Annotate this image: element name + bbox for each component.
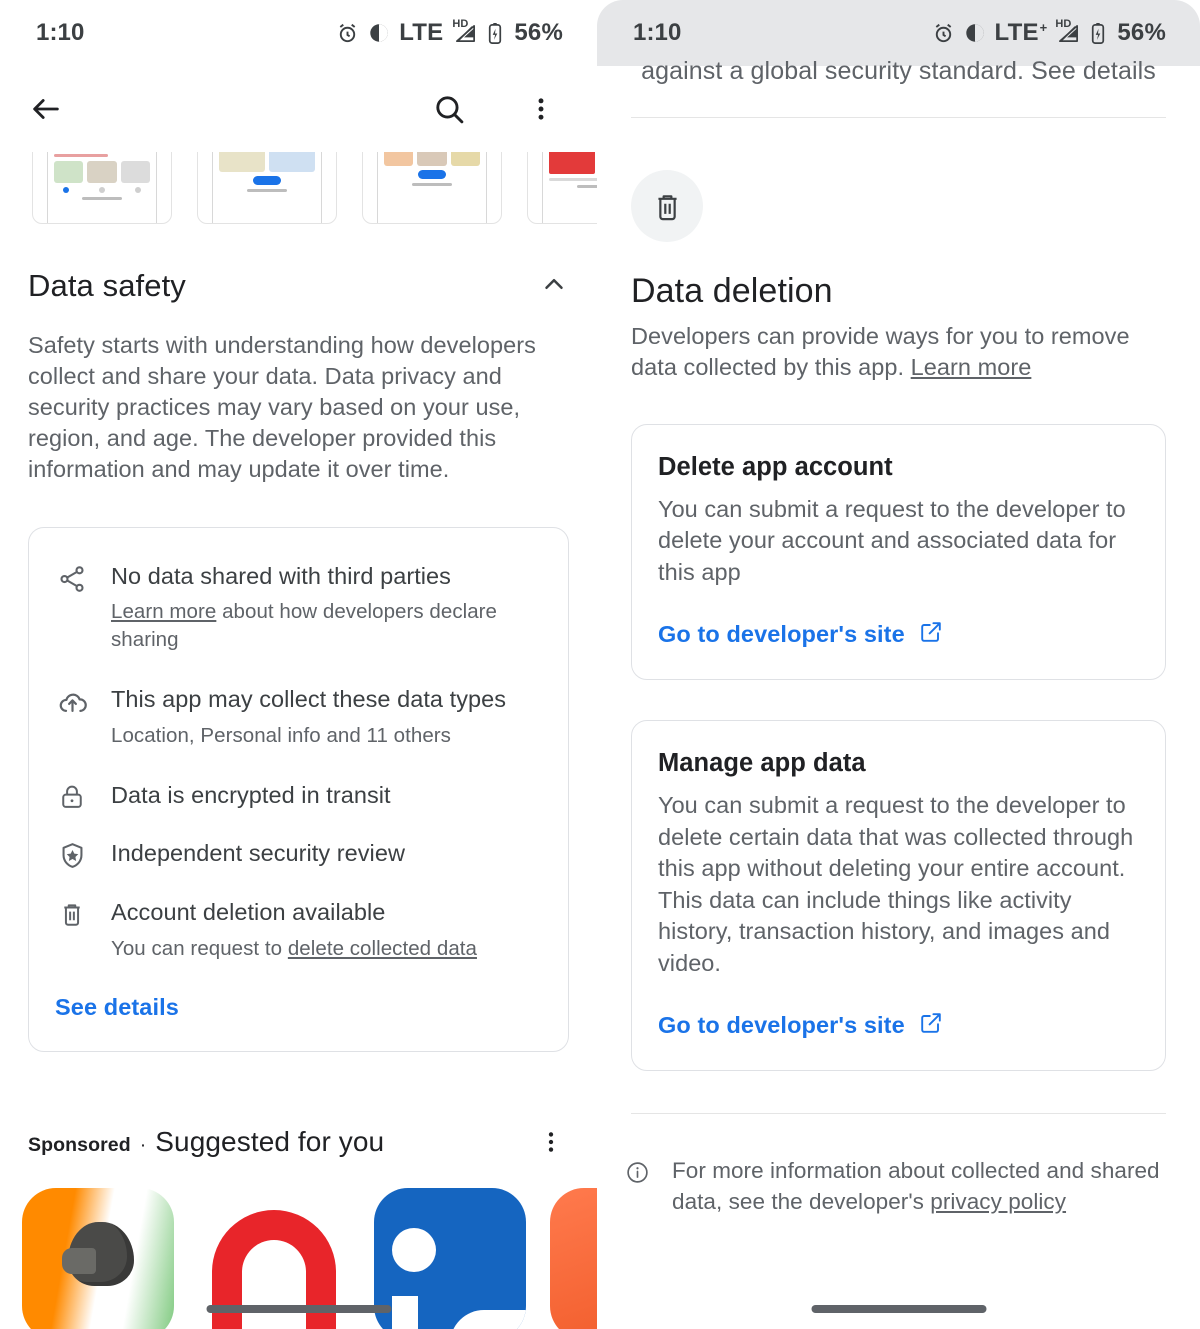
list-item bbox=[55, 839, 540, 870]
battery-percent: 56% bbox=[514, 19, 563, 46]
do-not-disturb-icon bbox=[368, 22, 390, 44]
separator-dot: · bbox=[139, 1134, 147, 1157]
see-details-link[interactable]: See details bbox=[55, 994, 179, 1021]
left-status-bar bbox=[0, 0, 597, 66]
battery-percent: 56% bbox=[1117, 19, 1166, 46]
section-title: Suggested for you bbox=[155, 1126, 385, 1158]
status-time: 1:10 bbox=[36, 19, 85, 46]
list-item bbox=[55, 562, 540, 653]
more-vert-icon[interactable] bbox=[527, 1118, 575, 1166]
list-item bbox=[55, 898, 540, 962]
chevron-up-icon[interactable] bbox=[539, 269, 569, 304]
signal-bars-icon: HD bbox=[1056, 22, 1081, 45]
cloud-upload-icon bbox=[55, 685, 89, 749]
list-item-title: Account deletion available bbox=[111, 899, 386, 926]
footer-text: For more information about collected and shared data, see the developer's privacy policy bbox=[672, 1158, 1160, 1214]
list-item-subtitle: Learn more about how developers declare sharing bbox=[111, 600, 498, 651]
shield-star-icon bbox=[55, 839, 89, 870]
lock-icon bbox=[55, 781, 89, 811]
back-arrow-icon[interactable] bbox=[22, 85, 70, 133]
app-screenshots-strip[interactable] bbox=[0, 152, 597, 224]
clipped-scrolled-text: against a global security standard. See details bbox=[641, 57, 1156, 85]
manage-app-data-card bbox=[631, 720, 1166, 1071]
list-item-title: Data is encrypted in transit bbox=[111, 782, 391, 809]
link-label: Go to developer's site bbox=[658, 1012, 905, 1039]
privacy-policy-link[interactable]: privacy policy bbox=[930, 1188, 1067, 1214]
gesture-nav-bar[interactable] bbox=[206, 1305, 391, 1313]
external-link-icon bbox=[919, 620, 943, 649]
list-item bbox=[55, 781, 540, 811]
list-item-subtitle: Location, Personal info and 11 others bbox=[111, 723, 451, 747]
external-link-icon bbox=[919, 1011, 943, 1040]
data-safety-header[interactable] bbox=[28, 268, 569, 304]
card-title: Delete app account bbox=[658, 452, 893, 481]
trash-icon bbox=[631, 170, 703, 242]
page-title: Data deletion bbox=[631, 272, 833, 310]
trash-icon bbox=[55, 898, 89, 962]
do-not-disturb-icon bbox=[964, 22, 986, 44]
data-safety-section bbox=[0, 268, 597, 1052]
signal-bars-icon: HD bbox=[453, 22, 478, 45]
learn-more-link[interactable]: Learn more bbox=[111, 600, 217, 624]
status-time: 1:10 bbox=[633, 19, 682, 46]
list-item-title: This app may collect these data types bbox=[111, 686, 507, 713]
right-phone-panel bbox=[597, 0, 1200, 1329]
more-vert-icon[interactable] bbox=[517, 85, 565, 133]
card-title: Manage app data bbox=[658, 749, 866, 778]
screenshot-thumb[interactable] bbox=[32, 152, 172, 224]
battery-icon bbox=[1090, 22, 1106, 45]
delete-collected-data-link[interactable]: delete collected data bbox=[287, 936, 477, 960]
alarm-clock-icon bbox=[336, 22, 359, 45]
screenshot-thumb[interactable] bbox=[527, 152, 597, 224]
search-icon[interactable] bbox=[425, 85, 473, 133]
left-phone-panel bbox=[0, 0, 597, 1329]
page-title: Data safety bbox=[28, 268, 186, 303]
card-body: You can submit a request to the developer to delete your account and associated data for this app bbox=[658, 495, 1126, 585]
card-body: You can submit a request to the developer to delete certain data that was collected through this app without deleting your entire account. This data can include things like activity history, transaction history, and images and video. bbox=[658, 792, 1134, 976]
blue-app-icon[interactable] bbox=[374, 1188, 526, 1329]
share-icon bbox=[55, 562, 89, 653]
alarm-clock-icon bbox=[932, 22, 955, 45]
divider bbox=[631, 117, 1166, 118]
go-to-developer-site-link[interactable] bbox=[658, 1011, 1135, 1040]
privacy-policy-footer bbox=[625, 1156, 1166, 1217]
data-safety-description: Safety starts with understanding how developers collect and share your data. Data privacy and security practices may vary based on your use, region, and age. The developer provided this information and may update it over time. bbox=[28, 332, 536, 483]
orange-app-icon[interactable] bbox=[550, 1188, 597, 1329]
link-label: Go to developer's site bbox=[658, 621, 905, 648]
screenshot-thumb[interactable] bbox=[362, 152, 502, 224]
network-type-label: LTE bbox=[399, 19, 444, 46]
battery-icon bbox=[487, 22, 503, 45]
data-safety-card bbox=[28, 527, 569, 1052]
delete-app-account-card bbox=[631, 424, 1166, 680]
data-deletion-description: Developers can provide ways for you to remove data collected by this app. Learn more bbox=[631, 323, 1130, 381]
network-type-label: LTE + bbox=[994, 19, 1048, 46]
info-icon bbox=[625, 1156, 650, 1217]
go-to-developer-site-link[interactable] bbox=[658, 620, 1135, 649]
screenshot-thumb[interactable] bbox=[197, 152, 337, 224]
learn-more-link[interactable]: Learn more bbox=[910, 354, 1032, 381]
pubg-app-icon[interactable] bbox=[22, 1188, 174, 1329]
divider bbox=[631, 1113, 1166, 1114]
sponsored-header bbox=[0, 1118, 597, 1166]
gesture-nav-bar[interactable] bbox=[811, 1305, 986, 1313]
sponsored-badge: Sponsored bbox=[28, 1134, 131, 1157]
list-item-subtitle: You can request to delete collected data bbox=[111, 936, 477, 960]
list-item-title: Independent security review bbox=[111, 840, 405, 867]
list-item-title: No data shared with third parties bbox=[111, 563, 451, 590]
app-top-bar bbox=[0, 66, 597, 152]
list-item bbox=[55, 685, 540, 749]
